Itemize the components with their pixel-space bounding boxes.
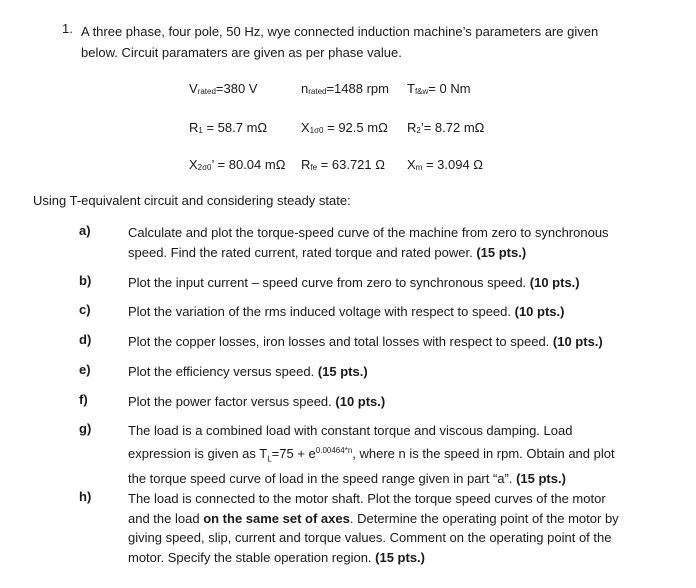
param-v-rated: $V_{rated}=380$ V (189, 81, 258, 96)
param-xm: $X_m = 3.094$ Ω (407, 157, 484, 172)
part-f-letter: f) (79, 392, 88, 407)
part-c-letter: c) (79, 302, 91, 317)
param-x2: $X_{2\sigma 0}$’ = 80.04 mΩ (189, 157, 286, 172)
part-e-letter: e) (79, 362, 91, 377)
question-line-2: below. Circuit paramaters are given as per phase value. (81, 45, 402, 60)
question-text (81, 21, 681, 63)
param-t-fw: $T_{f\&w}= 0$ Nm (407, 81, 471, 96)
question-line-1: A three phase, four pole, 50 Hz, wye connected induction machine’s parameters are given (81, 24, 599, 39)
question-number: 1. (62, 21, 73, 36)
param-r2: $R_2’= 8.72$ mΩ (407, 120, 485, 135)
part-g-text: The load is a combined load with constant torque and viscous damping. Load expression is given as $T_L=75 + e^{0.00464*n}$, where n is the speed in rpm. Obtain and plot the torque speed curve of load in the speed range given in part “a”. (15 pts.) (128, 423, 615, 486)
part-f-text: Plot the power factor versus speed. (10 pts.) (128, 394, 386, 409)
param-n-rated: $n_{rated}=1488$ rpm (301, 81, 389, 96)
part-a-letter: a) (79, 223, 91, 238)
part-d-letter: d) (79, 332, 92, 347)
part-e-text: Plot the efficiency versus speed. (15 pts.) (128, 364, 368, 379)
part-c-text: Plot the variation of the rms induced voltage with respect to speed. (10 pts.) (128, 304, 565, 319)
part-b-text: Plot the input current – speed curve from zero to synchronous speed. (10 pts.) (128, 275, 580, 290)
part-h-text: The load is connected to the motor shaft. Plot the torque speed curves of the motor and the load on the same set of axes. Determine the operating point of the motor by giving speed, slip, current and torque values. Comment on the operating point of the motor. Specify the stable operation region. (15 pts.) (128, 491, 619, 565)
part-h-letter: h) (79, 489, 92, 504)
part-b-letter: b) (79, 273, 92, 288)
param-x1: $X_{1\sigma 0} = 92.5$ mΩ (301, 120, 388, 135)
part-d-text: Plot the copper losses, iron losses and total losses with respect to speed. (10 pts.) (128, 334, 603, 349)
param-r1: $R_1 = 58.7$ mΩ (189, 120, 268, 135)
part-g-letter: g) (79, 421, 92, 436)
intro-text: Using T-equivalent circuit and considering steady state: (33, 193, 351, 208)
param-rfe: $R_{fe} = 63.721$ Ω (301, 157, 385, 172)
part-a-text: Calculate and plot the torque-speed curve of the machine from zero to synchronous speed. Find the rated current, rated torque and rated power. (15 pts.) (128, 225, 609, 260)
